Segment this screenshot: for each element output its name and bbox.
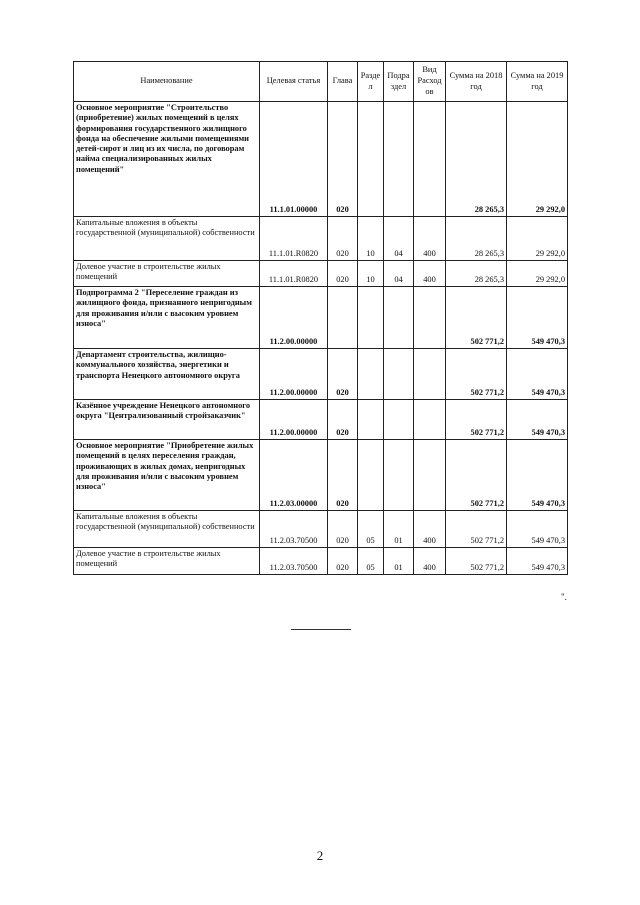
cell-section (358, 102, 384, 217)
table-row (74, 217, 568, 261)
budget-table (73, 61, 568, 575)
cell-target-article: 11.2.00.00000 (260, 287, 328, 349)
cell-target-article: 11.2.00.00000 (260, 349, 328, 400)
header-chapter: Глава (328, 62, 358, 102)
cell-section (358, 349, 384, 400)
cell-chapter: 020 (328, 102, 358, 217)
cell-name: Подпрограмма 2 "Переселение граждан из жилищного фонда, признанного непригодным для проживания и/или с высоким уровнем износа" (74, 287, 260, 349)
cell-sum-2018: 502 771,2 (446, 400, 507, 440)
table-row (74, 548, 568, 575)
table-row (74, 511, 568, 548)
cell-subsection (384, 440, 414, 511)
cell-chapter: 020 (328, 261, 358, 287)
cell-name: Основное мероприятие "Приобретение жилых помещений в целях переселения граждан, проживающих в жилых домах, непригодных для проживания и/или с высоким уровнем износа" (74, 440, 260, 511)
cell-target-article: 11.2.00.00000 (260, 400, 328, 440)
cell-section (358, 287, 384, 349)
cell-expense-type (414, 400, 446, 440)
table-row (74, 261, 568, 287)
cell-name: Департамент строительства, жилищно-коммунального хозяйства, энергетики и транспорта Ненецкого автономного округа (74, 349, 260, 400)
table-row (74, 349, 568, 400)
cell-chapter (328, 287, 358, 349)
cell-sum-2019: 549 470,3 (507, 349, 568, 400)
cell-sum-2019: 29 292,0 (507, 217, 568, 261)
cell-expense-type: 400 (414, 261, 446, 287)
cell-sum-2019: 549 470,3 (507, 548, 568, 575)
cell-subsection: 01 (384, 548, 414, 575)
cell-chapter: 020 (328, 440, 358, 511)
end-rule (291, 629, 351, 630)
cell-sum-2018: 28 265,3 (446, 102, 507, 217)
header-sum-2018: Сумма на 2018 год (446, 62, 507, 102)
cell-chapter: 020 (328, 400, 358, 440)
cell-name: Казённое учреждение Ненецкого автономного округа "Централизованный стройзаказчик" (74, 400, 260, 440)
cell-section: 05 (358, 548, 384, 575)
cell-target-article: 11.2.03.70500 (260, 548, 328, 575)
header-subsection: Подра здел (384, 62, 414, 102)
table-row (74, 400, 568, 440)
cell-expense-type: 400 (414, 217, 446, 261)
table-header-row (74, 62, 568, 102)
cell-chapter: 020 (328, 511, 358, 548)
cell-sum-2018: 28 265,3 (446, 261, 507, 287)
cell-section: 05 (358, 511, 384, 548)
cell-subsection: 01 (384, 511, 414, 548)
cell-target-article: 11.2.03.00000 (260, 440, 328, 511)
cell-subsection (384, 102, 414, 217)
cell-target-article: 11.1.01.00000 (260, 102, 328, 217)
cell-sum-2019: 549 470,3 (507, 400, 568, 440)
table-row (74, 440, 568, 511)
cell-name: Капитальные вложения в объекты государственной (муниципальной) собственности (74, 217, 260, 261)
cell-section (358, 400, 384, 440)
cell-subsection (384, 349, 414, 400)
cell-sum-2018: 502 771,2 (446, 548, 507, 575)
cell-expense-type (414, 102, 446, 217)
cell-target-article: 11.1.01.R0820 (260, 261, 328, 287)
cell-expense-type (414, 349, 446, 400)
table-row (74, 102, 568, 217)
cell-subsection: 04 (384, 261, 414, 287)
cell-expense-type (414, 287, 446, 349)
cell-expense-type: 400 (414, 511, 446, 548)
cell-sum-2019: 29 292,0 (507, 261, 568, 287)
cell-sum-2018: 502 771,2 (446, 440, 507, 511)
cell-sum-2019: 549 470,3 (507, 440, 568, 511)
header-section: Разде л (358, 62, 384, 102)
cell-sum-2018: 502 771,2 (446, 349, 507, 400)
closing-quote-mark: ". (561, 592, 567, 602)
cell-subsection: 04 (384, 217, 414, 261)
cell-chapter: 020 (328, 548, 358, 575)
header-expense-type: Вид Расход ов (414, 62, 446, 102)
cell-expense-type (414, 440, 446, 511)
page-number: 2 (316, 848, 324, 863)
cell-target-article: 11.1.01.R0820 (260, 217, 328, 261)
cell-sum-2019: 549 470,3 (507, 511, 568, 548)
cell-sum-2018: 502 771,2 (446, 511, 507, 548)
cell-target-article: 11.2.03.70500 (260, 511, 328, 548)
cell-expense-type: 400 (414, 548, 446, 575)
cell-chapter: 020 (328, 349, 358, 400)
cell-section: 10 (358, 217, 384, 261)
header-sum-2019: Сумма на 2019 год (507, 62, 568, 102)
cell-chapter: 020 (328, 217, 358, 261)
cell-section: 10 (358, 261, 384, 287)
header-target-article: Целевая статья (260, 62, 328, 102)
cell-name: Долевое участие в строительстве жилых помещений (74, 548, 260, 575)
cell-name: Основное мероприятие "Строительство (приобретение) жилых помещений в целях формирования государственного жилищного фонда на обеспечение жилыми помещениями детей-сирот и лиц из их числа, по договорам найма специализированных жилых помещений" (74, 102, 260, 217)
cell-sum-2019: 29 292,0 (507, 102, 568, 217)
cell-name: Капитальные вложения в объекты государственной (муниципальной) собственности (74, 511, 260, 548)
cell-subsection (384, 287, 414, 349)
cell-sum-2018: 28 265,3 (446, 217, 507, 261)
table-row (74, 287, 568, 349)
cell-sum-2019: 549 470,3 (507, 287, 568, 349)
cell-section (358, 440, 384, 511)
cell-name: Долевое участие в строительстве жилых помещений (74, 261, 260, 287)
cell-sum-2018: 502 771,2 (446, 287, 507, 349)
header-name: Наименование (74, 62, 260, 102)
cell-subsection (384, 400, 414, 440)
